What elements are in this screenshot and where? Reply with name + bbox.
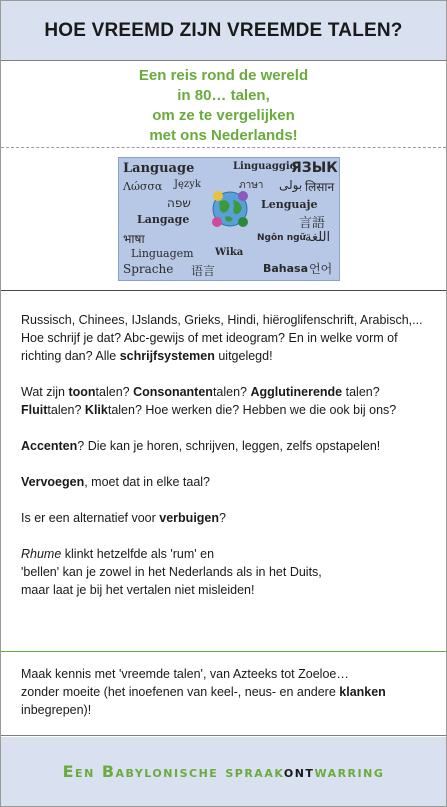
word: 言語 xyxy=(299,216,326,231)
description-body xyxy=(1,291,446,652)
word: Język xyxy=(174,179,201,190)
text: talen? xyxy=(47,403,85,417)
word: ภาษา xyxy=(239,180,264,191)
text: Maak kennis met 'vreemde talen', van Azteeks tot Zoeloe… xyxy=(21,667,349,681)
word: लिसान xyxy=(305,180,335,194)
paragraph-declension xyxy=(21,509,426,527)
paragraph-conjugation xyxy=(21,473,426,491)
text: uitgelegd! xyxy=(214,349,273,363)
word: Language xyxy=(123,161,195,176)
paragraph-false-friends xyxy=(21,545,426,599)
text: , moet dat in elke taal? xyxy=(84,475,211,489)
globe-icon xyxy=(209,188,251,230)
word: ЯЗЫК xyxy=(291,160,338,176)
keyword: Consonanten xyxy=(133,385,213,399)
word: Linguagem xyxy=(131,247,194,260)
outro-section xyxy=(1,652,446,736)
word: Λώσσα xyxy=(123,180,163,193)
word: भाषा xyxy=(123,232,145,246)
text: Is er een alternatief voor xyxy=(21,511,160,525)
keyword: verbuigen xyxy=(159,511,220,525)
keyword: schrijfsystemen xyxy=(119,349,215,363)
keyword: Vervoegen xyxy=(21,475,85,489)
tagline-line: Een reis rond de wereld xyxy=(138,67,309,84)
text: Hoe schrijf je dat? Abc-gewijs of met ideogram? En in welke vorm of richting dan? Alle xyxy=(21,331,398,363)
text: Wat zijn xyxy=(21,385,69,399)
word: اللغة xyxy=(305,230,331,245)
keyword: Klik xyxy=(84,403,108,417)
word: Sprache xyxy=(123,262,174,276)
text: zonder moeite (het inoefenen van keel-, neus- en andere xyxy=(21,685,340,699)
word: بولی xyxy=(279,178,303,192)
text: inbegrepen)! xyxy=(21,703,92,717)
text: talen? xyxy=(212,385,251,399)
text: talen? xyxy=(342,385,380,399)
text: ? xyxy=(219,511,226,525)
italic-word: Rhume xyxy=(21,547,62,561)
word: Langage xyxy=(137,213,190,226)
text: talen? xyxy=(95,385,134,399)
paragraph-accents xyxy=(21,437,426,455)
keyword: klanken xyxy=(339,685,386,699)
text: maar laat je bij het vertalen niet misleiden! xyxy=(21,583,255,597)
footer-text: warring xyxy=(314,762,385,781)
footer-bar xyxy=(1,737,446,806)
tagline xyxy=(1,61,446,148)
paragraph-writing-systems xyxy=(21,311,426,365)
word: שפה xyxy=(167,196,191,210)
footer-slogan xyxy=(63,762,385,781)
tagline-line: met ons Nederlands! xyxy=(149,127,298,144)
footer-highlight: ont xyxy=(283,762,315,781)
word: Linguaggio xyxy=(233,161,297,172)
keyword: Accenten xyxy=(21,439,78,453)
word: Ngôn ngữ xyxy=(257,233,306,243)
outro-paragraph xyxy=(21,665,426,719)
text: ? Die kan je horen, schrijven, leggen, zelfs opstapelen! xyxy=(77,439,381,453)
keyword: Agglutinerende xyxy=(250,385,343,399)
word: Lenguaje xyxy=(261,198,318,211)
page-title: HOE VREEMD ZIJN VREEMDE TALEN? xyxy=(44,19,403,41)
word: 언어 xyxy=(309,262,333,276)
footer-text: Een Babylonische spraak xyxy=(62,762,284,781)
text: talen? Hoe werken die? Hebben we die ook bij ons? xyxy=(107,403,397,417)
word: Wika xyxy=(215,247,244,258)
word: 语言 xyxy=(191,264,216,278)
paragraph-language-types xyxy=(21,383,426,419)
image-section xyxy=(1,148,446,291)
title-bar xyxy=(1,1,446,61)
keyword: toon xyxy=(68,385,96,399)
tagline-line: om ze te vergelijken xyxy=(152,107,295,124)
keyword: Fluit xyxy=(21,403,48,417)
languages-word-cloud-image xyxy=(118,157,340,281)
text: Russisch, Chinees, IJslands, Grieks, Hindi, hiëroglifenschrift, Arabisch,... xyxy=(21,313,423,327)
tagline-line: in 80… talen, xyxy=(177,87,270,104)
text: 'bellen' kan je zowel in het Nederlands als in het Duits, xyxy=(21,565,322,579)
text: klinkt hetzelfde als 'rum' en xyxy=(61,547,215,561)
word: Bahasa xyxy=(263,262,309,275)
